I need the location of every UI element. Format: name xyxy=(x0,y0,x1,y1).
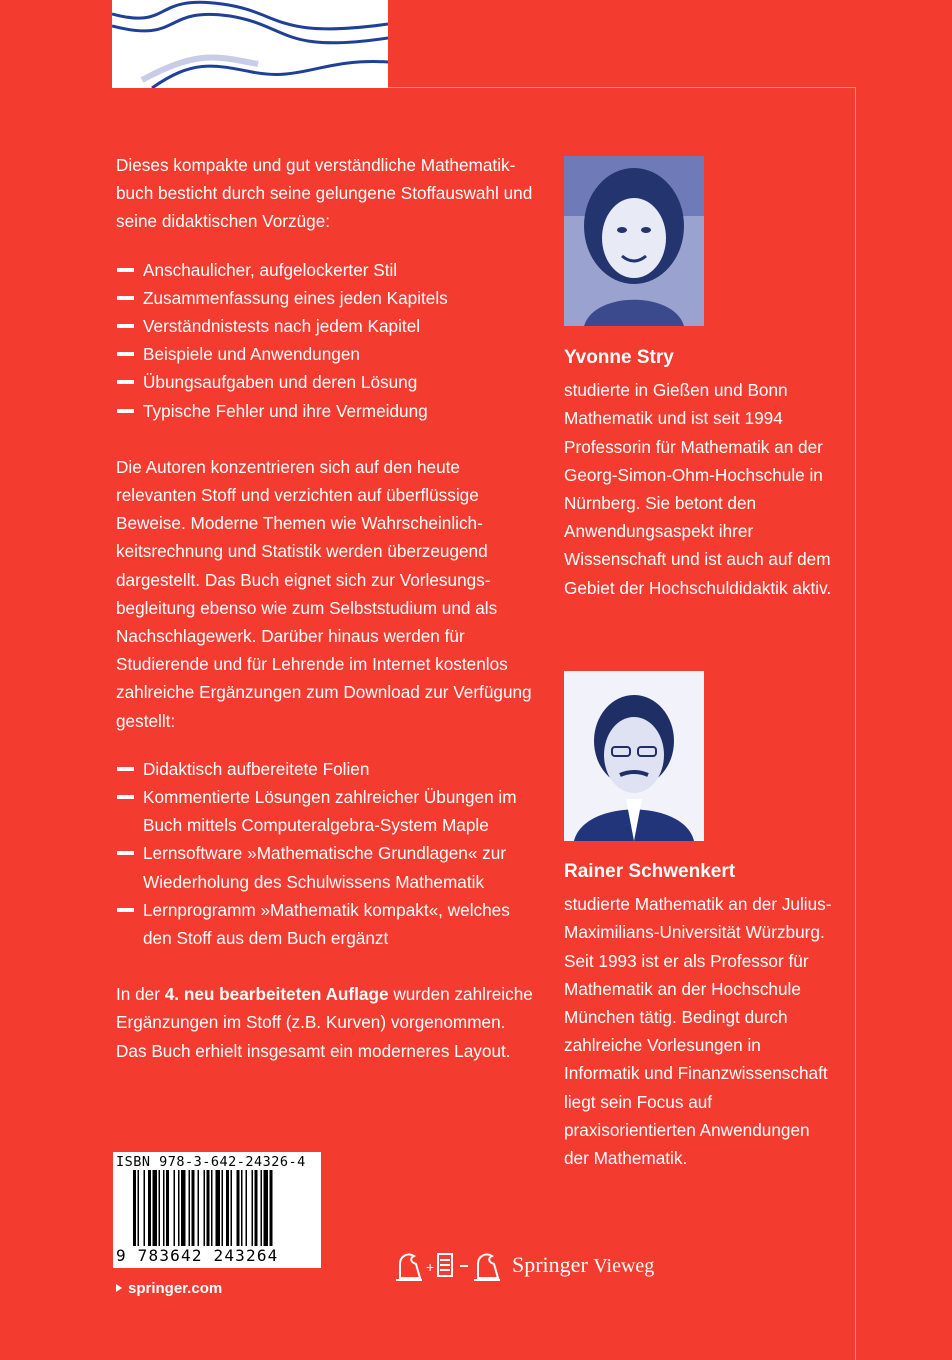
edition-prefix: In der xyxy=(116,984,165,1005)
list-item: Zusammenfassung eines jeden Kapitels xyxy=(116,284,536,312)
barcode-bar xyxy=(192,1170,195,1246)
barcode-bar xyxy=(246,1170,248,1246)
publisher-logos xyxy=(392,1246,672,1286)
arrow-icon xyxy=(116,1284,122,1292)
publisher-brand xyxy=(512,1252,654,1278)
download-list xyxy=(116,755,536,952)
barcode-bar xyxy=(204,1170,206,1246)
barcode-bar xyxy=(153,1170,158,1246)
edition-paragraph xyxy=(116,980,536,1065)
publisher-name: Springer xyxy=(512,1252,588,1277)
barcode-bar xyxy=(211,1170,213,1246)
frame-line-vertical xyxy=(855,87,856,1360)
list-item: Typische Fehler und ihre Vermeidung xyxy=(116,397,536,425)
author-bio-stry xyxy=(564,344,834,602)
list-item: Anschaulicher, aufgelockerter Stil xyxy=(116,256,536,284)
frame-line-horizontal xyxy=(388,87,856,88)
publisher-imprint: Vieweg xyxy=(593,1255,655,1277)
author-name: Rainer Schwenkert xyxy=(564,861,736,882)
website-text: springer.com xyxy=(128,1280,223,1297)
list-item: Kommentierte Lösungen zahlreicher Übungen im Buch mittels Computeralgebra-System Maple xyxy=(116,783,536,839)
author-bio: studierte in Gießen und Bonn Mathematik und ist seit 1994 Professorin für Mathematik an der Georg-Simon-Ohm-Hochschule in Nürnberg. Sie betont den Anwendungsaspekt ihrer Wissenschaft und ist auch auf dem Gebiet der Hochschuldidaktik aktiv. xyxy=(564,380,832,598)
cover-art-fragment xyxy=(112,0,388,88)
barcode-bar xyxy=(231,1170,233,1246)
barcode-bar xyxy=(163,1170,165,1246)
author-bio: studierte Mathematik an der Julius-Maximilians-Universität Würzburg. Seit 1993 ist er als Professor für Mathematik an der Hochschule München tätig. Bedingt durch zahlreiche Vorlesungen in Informatik und Finanzwissenschaft liegt sein Focus auf praxisorientierten Anwendungen der Mathematik. xyxy=(564,894,832,1169)
barcode-bar xyxy=(144,1170,146,1246)
edition-bold: 4. neu bearbeiteten Auflage xyxy=(164,984,389,1005)
barcode-bar xyxy=(270,1170,273,1246)
barcode-bar xyxy=(222,1170,224,1246)
list-item: Beispiele und Anwendungen xyxy=(116,340,536,368)
imprint-logos-icon xyxy=(392,1246,510,1286)
author-bio-schwenkert xyxy=(564,858,834,1172)
barcode-bar xyxy=(237,1170,240,1246)
list-item: Lernsoftware »Mathematische Grundlagen« zur Wiederholung des Schulwissens Mathematik xyxy=(116,839,536,895)
barcode-bar xyxy=(166,1170,169,1246)
feature-list xyxy=(116,256,536,425)
barcode-bar xyxy=(133,1170,136,1246)
edition-suffix: wurden zahlreiche Ergänzungen im Stoff (z.B. Kurven) vorgenommen. Das Buch erhielt insgesamt ein moderneres Layout. xyxy=(116,984,533,1061)
barcode-bar xyxy=(226,1170,229,1246)
barcode-bar xyxy=(148,1170,151,1246)
barcode-bar xyxy=(261,1170,263,1246)
isbn-barcode xyxy=(113,1152,321,1268)
author-photo-schwenkert xyxy=(564,671,704,841)
barcode-bar xyxy=(264,1170,269,1246)
isbn-number: ISBN 978-3-642-24326-4 xyxy=(116,1154,306,1170)
list-item: Übungsaufgaben und deren Lösung xyxy=(116,368,536,396)
barcode-bar xyxy=(178,1170,180,1246)
author-name: Yvonne Stry xyxy=(564,347,674,368)
list-item: Verständnistests nach jedem Kapitel xyxy=(116,312,536,340)
author-photo-stry xyxy=(564,156,704,326)
barcode-bar xyxy=(252,1170,254,1246)
barcode-bar xyxy=(138,1170,140,1246)
barcode-bar xyxy=(255,1170,258,1246)
barcode-bar xyxy=(198,1170,200,1246)
barcode-bar xyxy=(174,1170,176,1246)
barcode-bar xyxy=(207,1170,210,1246)
barcode-bar xyxy=(159,1170,161,1246)
list-item: Lernprogramm »Mathematik kompakt«, welches den Stoff aus dem Buch ergänzt xyxy=(116,896,536,952)
svg-text:+: + xyxy=(426,1259,435,1275)
barcode-bar xyxy=(241,1170,243,1246)
ean-digits: 9 783642 243264 xyxy=(116,1246,279,1265)
list-item: Didaktisch aufbereitete Folien xyxy=(116,755,536,783)
barcode-bar xyxy=(181,1170,186,1246)
barcode-bar xyxy=(189,1170,191,1246)
description-column xyxy=(116,151,536,1065)
barcode-bar xyxy=(216,1170,221,1246)
website-link[interactable] xyxy=(116,1280,222,1297)
content-paragraph: Die Autoren konzentrieren sich auf den heute relevanten Stoff und verzichten auf überflüssige Beweise. Moderne Themen wie Wahrscheinlichkeitsrechnung und Statistik werden überzeugend dargestellt. Das Buch eignet sich zur Vorlesungsbegleitung ebenso wie zum Selbststudium und als Nachschlagewerk. Darüber hinaus werden für Studierende und für Lehrende im Internet kostenlos zahlreiche Ergänzungen zum Download zur Verfügung gestellt: xyxy=(116,456,532,731)
intro-paragraph: Dieses kompakte und gut verständliche Mathematikbuch besticht durch seine gelungene Stoffauswahl und seine didaktischen Vorzüge: xyxy=(116,155,533,232)
